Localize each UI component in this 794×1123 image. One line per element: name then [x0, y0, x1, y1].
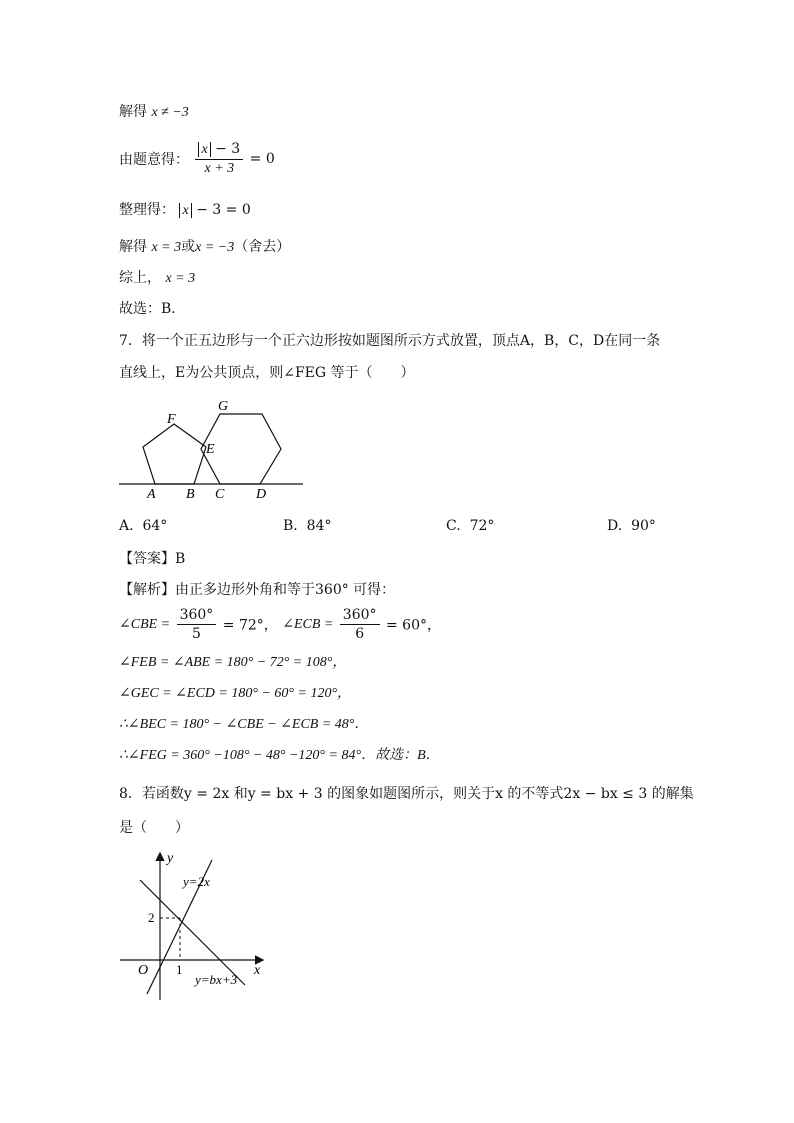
q7-step-4: ∴∠BEC = 180° − ∠CBE − ∠ECB = 48°． [119, 717, 369, 732]
solution-line-5: 综上， x = 3 [119, 270, 196, 286]
x-axis-label: x [254, 963, 261, 978]
label-A: A [147, 487, 156, 502]
solution-line-1: 解得 x ≠ −3 [119, 104, 189, 120]
fraction: $\frac{x - 3}{x + 3}$ [195, 140, 243, 178]
solution-line-3: 整理得： x − 3 = 0 [119, 202, 251, 218]
q7-stem-line-1: 7．将一个正五边形与一个正六边形按如题图所示方式放置，顶点A，B，C，D在同一条 [119, 333, 661, 349]
label-D: D [256, 487, 267, 502]
label-F: F [167, 412, 176, 427]
q7-answer: 【答案】B [119, 551, 186, 567]
q7-analysis-intro: 【解析】由正多边形外角和等于360° 可得： [119, 582, 396, 598]
line-y-bx-3-label: y=bx+3 [195, 972, 238, 987]
q7-step-1: ∠CBE = $\frac{360^\circ}{5}$ = 72°， ∠ECB = $\frac{360^\circ}{6}$ = 60°， [119, 607, 441, 642]
origin-label: O [138, 963, 149, 978]
q7-option-a: A. 64° [119, 518, 168, 534]
q7-option-b: B. 84° [283, 518, 332, 534]
q8-graph [115, 845, 275, 1005]
q8-stem-line-1: 8．若函数y = 2x 和y = bx + 3 的图象如题图所示，则关于x 的不等式2x − bx ≤ 3 的解集 [119, 786, 694, 802]
y-axis-label: y [167, 851, 174, 866]
q7-option-d: D. 90° [607, 518, 656, 534]
q7-step-3: ∠GEC = ∠ECD = 180° − 60° = 120°， [119, 686, 352, 701]
q7-stem-line-2: 直线上，E为公共顶点，则∠FEG 等于（ ） [119, 365, 415, 381]
solution-line-4: 解得 x = 3或x = −3（舍去） [119, 239, 291, 255]
q7-step-5: ∴∠FEG = 360° −108° − 48° −120° = 84°．故选：B． [119, 748, 440, 763]
tick-x-label: 1 [176, 962, 183, 977]
tick-y-label: 2 [148, 910, 155, 925]
fraction: $\frac{360^\circ}{5}$ [177, 606, 217, 643]
pentagon [143, 424, 206, 484]
solution-line-2: 由题意得： $\frac{x - 3}{x + 3}$ = 0 [119, 141, 275, 176]
fraction: $\frac{360^\circ}{6}$ [340, 606, 380, 643]
label-B: B [186, 487, 195, 502]
label-C: C [215, 487, 225, 502]
line-y-bx-3 [140, 880, 245, 985]
q7-step-2: ∠FEB = ∠ABE = 180° − 72° = 108°， [119, 655, 347, 670]
solution-line-6: 故选：B． [119, 301, 186, 317]
label-E: E [206, 442, 215, 457]
q8-stem-line-2: 是（ ） [119, 820, 189, 836]
q7-figure [115, 392, 310, 504]
line-y-2x-label: y=2x [183, 874, 210, 889]
q7-option-c: C. 72° [446, 518, 495, 534]
label-G: G [218, 399, 229, 414]
